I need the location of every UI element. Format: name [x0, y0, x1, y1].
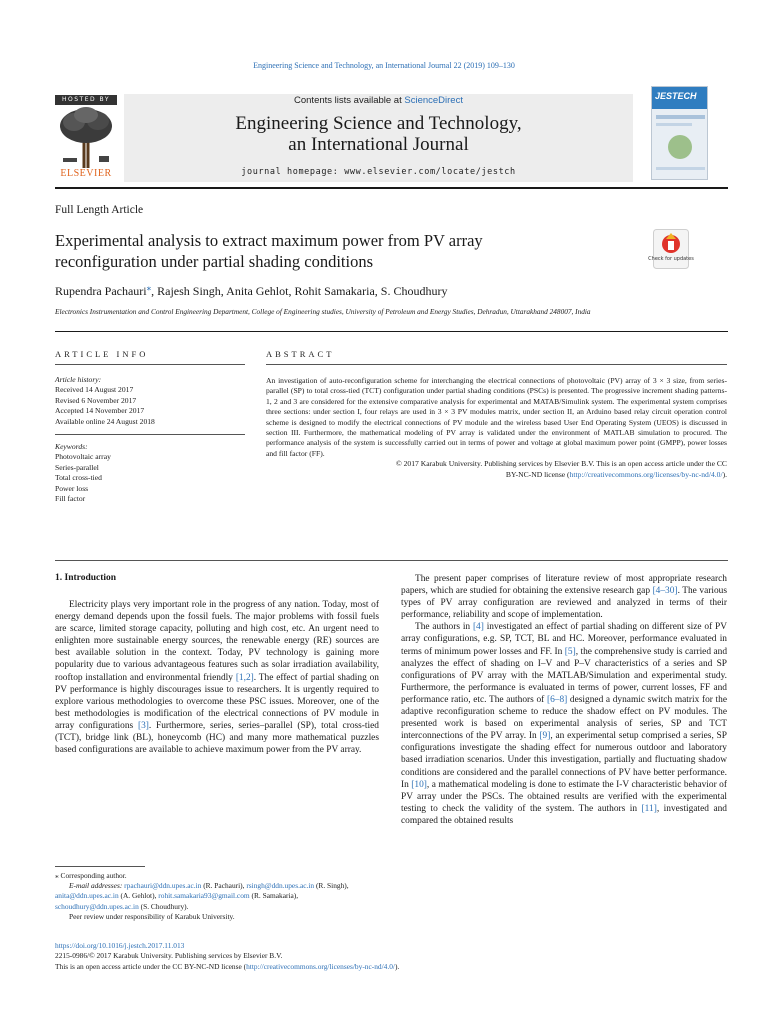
- contents-line: Contents lists available at ScienceDirect: [294, 95, 463, 106]
- info-rule: [55, 364, 245, 365]
- citation-link[interactable]: [11]: [641, 803, 657, 814]
- cover-art-icon: [652, 109, 709, 179]
- keyword: Power loss: [55, 483, 89, 493]
- crossmark-icon[interactable]: [648, 229, 694, 269]
- journal-cover[interactable]: [651, 86, 708, 180]
- email-link[interactable]: rohit.samakaria93@gmail.com: [158, 891, 250, 901]
- intro-left-column: Electricity plays very important role in the progress of any nation. Today, most of energy demand depends upon the fossil fuels. The major problems with fossil fuels are scarce, limited storage capacity, polluting and high cost, etc. An urgent need to enlighten more sustainable energy sources, the renewable energy (RE) sources are best available solution in the context. Today, PV technology is gaining more popularity due to various advantageous features such as solar irradiation availability, rooftop installation and environmental friendly [1,2]. The effect of partial shading on PV performance is highly discourages issue to researchers. It is urgently required to explore various methodologies to overcome these PSC issues. Moreover, one of the best methodologies is modification of the electrical connections of PV module in array configurations [3]. Furthermore, series, series–parallel (SP), total cross-tied (TCT), bridge link (BL), honeycomb (HC) and many more mathematical puzzles based configurations are available to achieve maximum power from the PV array.: [55, 600, 379, 756]
- email-link[interactable]: anita@ddn.upes.ac.in: [55, 891, 119, 901]
- copyright-line: © 2017 Karabuk University. Publishing services by Elsevier B.V. This is an open access article under the CC BY-NC-ND license (http://creativecommons.org/licenses/by-nc-nd/4.0/).: [395, 459, 727, 479]
- article-title: Experimental analysis to extract maximum power from PV array reconfiguration under partial shading conditions: [55, 231, 483, 271]
- keyword: Series-parallel: [55, 462, 99, 472]
- keyword: Fill factor: [55, 494, 86, 504]
- info-separator: [55, 434, 245, 435]
- authors: Rupendra Pachauri⁎, Rajesh Singh, Anita Gehlot, Rohit Samakaria, S. Choudhury: [55, 282, 448, 298]
- abstract-rule: [266, 364, 727, 365]
- citation-link[interactable]: [1,2]: [235, 672, 254, 683]
- keywords: Keywords: Photovoltaic array Series-parallel Total cross-tied Power loss Fill factor: [55, 442, 245, 504]
- doi-footer: https://doi.org/10.1016/j.jestch.2017.11.013 2215-0986/© 2017 Karabuk University. Publishing services by Elsevier B.V. This is an open access article under the CC BY-NC-ND license (http://creativecommons.org/licenses/by-nc-nd/4.0/).: [55, 941, 735, 972]
- footnotes: ⁎ Corresponding author. E-mail addresses: rpachauri@ddn.upes.ac.in (R. Pachauri), rsingh@ddn.upes.ac.in (R. Singh), anita@ddn.upes.ac.in (A. Gehlot), rohit.samakaria93@gmail.com (R. Samakaria), schoudhury@ddn.upes.ac.in (S. Choudhury). Peer review under responsibility of Karabuk University.: [55, 871, 349, 921]
- license-link[interactable]: http://creativecommons.org/licenses/by-nc-nd/4.0/: [569, 469, 723, 479]
- doi-link[interactable]: https://doi.org/10.1016/j.jestch.2017.11.013: [55, 941, 185, 950]
- citation-link[interactable]: [3]: [137, 720, 149, 731]
- cover-label: JESTECH: [652, 87, 707, 109]
- elsevier-wordmark: ELSEVIER: [60, 168, 112, 179]
- email-link[interactable]: schoudhury@ddn.upes.ac.in: [55, 901, 139, 911]
- intro-heading: 1. Introduction: [55, 573, 117, 583]
- citation-link[interactable]: [4]: [472, 622, 484, 633]
- keyword: Total cross-tied: [55, 473, 102, 483]
- journal-title: Engineering Science and Technology, an International Journal: [235, 113, 522, 155]
- citation-link[interactable]: [5]: [564, 646, 576, 657]
- license-link[interactable]: http://creativecommons.org/licenses/by-nc-nd/4.0/: [246, 961, 395, 971]
- svg-text:Check for updates: Check for updates: [648, 256, 694, 262]
- abstract-heading: ABSTRACT: [266, 349, 335, 359]
- corresponding-mark[interactable]: ⁎: [146, 282, 152, 292]
- citation-link[interactable]: [6–8]: [546, 694, 568, 705]
- affiliation: Electronics Instrumentation and Control Engineering Department, College of Engineering studies, University of Petroleum and Energy Studies, Dehradun, Uttarakhand 248007, India: [55, 307, 591, 316]
- hosted-by-label: HOSTED BY: [55, 95, 117, 105]
- journal-reference[interactable]: Engineering Science and Technology, an International Journal 22 (2019) 109–130: [253, 61, 515, 70]
- email-link[interactable]: rsingh@ddn.upes.ac.in: [246, 881, 315, 891]
- keyword: Photovoltaic array: [55, 452, 111, 462]
- email-link[interactable]: rpachauri@ddn.upes.ac.in: [124, 881, 202, 891]
- article-info-heading: ARTICLE INFO: [55, 349, 149, 359]
- journal-homepage[interactable]: journal homepage: www.elsevier.com/locate/jestch: [241, 167, 516, 177]
- article-history: Article history: Received 14 August 2017 Revised 6 November 2017 Accepted 14 November 2017 Available online 24 August 2018: [55, 375, 155, 426]
- abstract-body: An investigation of auto-reconfiguration scheme for interchanging the electrical connections of photovoltaic (PV) array of 3 × 3 size, from series-parallel (SP) to total cross-tied (TCT) configuration under partial shading conditions (PSCs) is presented. The progressive increment shading patterns- 1, 2 and 3 are considered for the extensive comparative analysis for experimental and MATAB/Simulink system. The experimental system comprises three sections: under section I, four relays are used in 3 × 3 PV modules matrix, under section II, an Arduino based relay circuit operation control scheme is designed to modify the electrical connections of PV module and the wireless based User End Operating System (UEOS) is discussed in section III. Furthermore, the mathematical modeling of PV array is validated under the environment of MATLAB simulation to procured. The performance analysis of the system is successfully carried out in terms of power and voltage at global maximum power point (GMPP), power losses and fill factor (FF). © 2017 Karabuk University. Publishing services by Elsevier B.V. This is an open access article under the CC BY-NC-ND license (http://creativecommons.org/licenses/by-nc-nd/4.0/).: [266, 376, 727, 479]
- citation-link[interactable]: [9]: [539, 731, 551, 742]
- title-rule: [55, 331, 728, 332]
- citation-link[interactable]: [4–30]: [652, 586, 678, 597]
- sciencedirect-link[interactable]: ScienceDirect: [404, 95, 463, 106]
- article-type: Full Length Article: [55, 204, 144, 216]
- header-rule: [55, 187, 728, 189]
- citation-link[interactable]: [10]: [411, 779, 427, 790]
- abstract-bottom-rule: [55, 560, 728, 561]
- footnote-rule: [55, 866, 145, 867]
- intro-right-column: The present paper comprises of literature review of most appropriate research papers, which are studied for obtaining the extensive research gap [4–30]. The various types of PV array configuration are reviewed and analyzed in terms of their performance, reliability and scope of implementation. The authors in [4] investigated an effect of partial shading on different size of PV array configurations, e.g. SP, TCT, BL and HC. Moreover, performance evaluated in terms of minimum power losses and FF. In [5], the comprehensive study is carried and analyzes the effect of shading on I–V and P–V characteristics of a series and SP configurations of PV array with the MATLAB/Simulation and experimental study. Furthermore, the performance is evaluated in terms of power, current losses, FF and performance ratio, etc. The authors of [6–8] designed a dynamic switch matrix for the adaptive reconfiguration scheme to reduce the shadow effect on PV modules. The presented work is based on experimental analysis of series, SP and TCT interconnections of the PV array. In [9], an experimental setup comprised a series, SP configurations investigate the shading effect for numerous outdoor and laboratory based irradiation scenarios. Under this investigation, partially and fluctuating shadow conditions are considered and the parallel connections of PV have better performance. In [10], a mathematical modeling is done to estimate the I-V characteristic behavior of PV array under the PSCs. The obtained results are verified with the experimental testing to check the validity of the system. The authors in [11], investigated and compared the obtained results: [401, 574, 728, 826]
